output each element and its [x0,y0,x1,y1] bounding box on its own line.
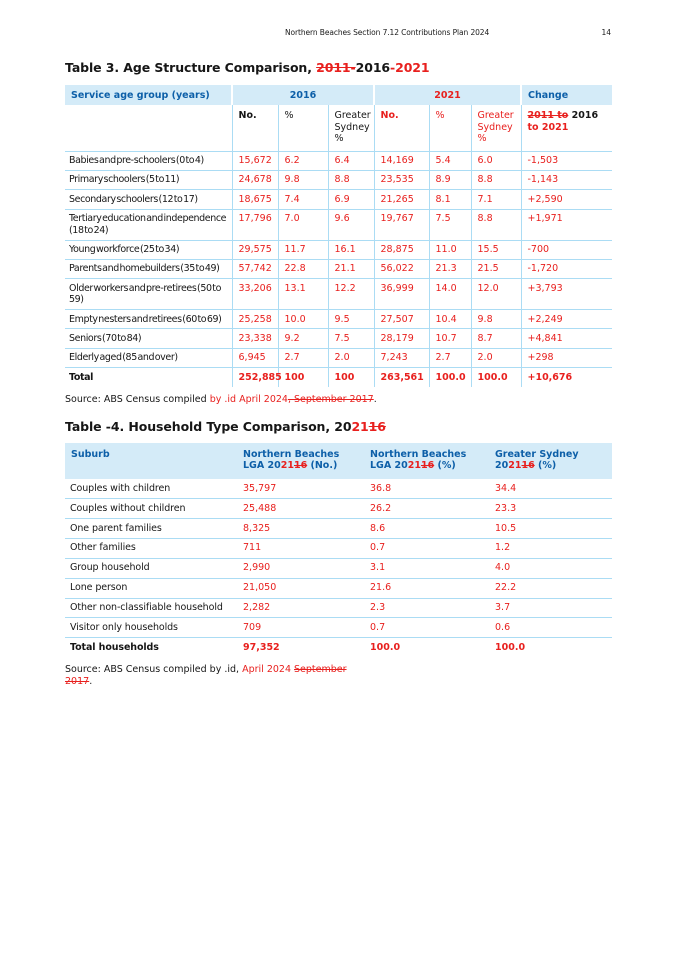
age-structure-table [65,85,612,387]
col-header-no-2021: No. [374,105,429,151]
table3-row [65,151,612,170]
header-line2: 20 [495,460,509,472]
row-value: 56,022 [374,259,429,278]
row-value: 97,352 [243,641,280,653]
row-value: 6,945 [232,348,278,367]
row-value: 28,179 [374,329,429,348]
row-label: Young workforce (25 to 34) [65,240,232,259]
row-value: 27,507 [374,310,429,329]
row-value: 15.5 [471,240,521,259]
row-value: 100.0 [471,368,521,387]
row-value: 21.1 [328,259,374,278]
row-label: Other families [65,538,237,558]
row-value: -1,720 [521,259,612,278]
col-header-service-age-group: Service age group (years) [65,85,232,105]
col-header-pct-2016: % [278,105,328,151]
row-label: Empty nesters and retirees (60 to 69) [65,310,232,329]
row-value: 23,338 [232,329,278,348]
row-value: 1.2 [489,538,612,558]
source-deleted-text: September 2017 [65,664,347,688]
row-value: 7.5 [429,209,471,240]
header-inserted-21: 21 [508,460,522,472]
source-text: Source: ABS Census compiled by .id, [65,664,243,676]
row-value: 26.2 [364,499,489,519]
row-value: 17,796 [232,209,278,240]
row-value: 6.2 [278,151,328,170]
header-struck-16: 16 [420,460,435,472]
row-label: Parents and homebuilders (35 to 49) [65,259,232,278]
col-header-change-period [521,105,612,151]
row-value: 23.3 [489,499,612,519]
row-value: 7.1 [471,190,521,209]
row-value: 35,797 [237,479,364,498]
table4-total-row [65,638,612,657]
col-header-no-2016: No. [232,105,278,151]
row-label: Total households [70,641,159,653]
page-number: 14 [601,28,611,37]
row-value: +1,971 [521,209,612,240]
row-value: 7.4 [278,190,328,209]
row-value: +4,841 [521,329,612,348]
row-value: 252,885 [232,368,278,387]
row-value: 9.2 [278,329,328,348]
row-value: 3.1 [364,558,489,578]
row-value: 36,999 [374,279,429,310]
table3-row [65,310,612,329]
table4-row [65,618,612,638]
table4-row [65,519,612,539]
row-value: 57,742 [232,259,278,278]
row-value: 100.0 [495,641,526,653]
table3-row [65,190,612,209]
table3-row [65,240,612,259]
change-header-struck-2011-to: 2011 to [527,110,569,122]
row-value: 11.0 [429,240,471,259]
source-text: Source: ABS Census compiled [65,393,210,405]
row-label: Visitor only households [65,618,237,638]
row-value: +3,793 [521,279,612,310]
source-period: . [373,393,377,405]
row-value: 25,258 [232,310,278,329]
row-value: 16.1 [328,240,374,259]
row-value: 24,678 [232,170,278,189]
row-value: 10.5 [489,519,612,539]
col-group-2021: 2021 [374,85,521,105]
col-header-greater-sydney-2021: Greater Sydney % [471,105,521,151]
col-group-change: Change [521,85,612,105]
change-header-2016: 2016 [568,110,599,122]
row-value: 8,325 [237,519,364,539]
row-label: Elderly aged (85 and over) [65,348,232,367]
row-value: 100 [278,368,328,387]
row-value: 711 [237,538,364,558]
table3-row [65,259,612,278]
row-value: 21.6 [364,578,489,598]
row-value: 2.0 [328,348,374,367]
table4-title-inserted-21: 21 [351,418,369,434]
row-value: 2.7 [278,348,328,367]
row-value: 33,206 [232,279,278,310]
row-value: 100.0 [429,368,471,387]
row-value: 0.7 [364,618,489,638]
row-value: 100.0 [370,641,401,653]
row-value: 36.8 [364,479,489,498]
row-value: 5.4 [429,151,471,170]
row-label: Group household [65,558,237,578]
row-value: 9.8 [471,310,521,329]
table4-title-prefix: Table -4. Household Type Comparison, 20 [65,418,352,434]
row-value: 13.1 [278,279,328,310]
header-inserted-21: 21 [407,460,421,472]
table3-total-row [65,368,612,387]
row-value: 0.6 [489,618,612,638]
row-label: Secondary schoolers (12 to 17) [65,190,232,209]
row-value: 8.8 [471,170,521,189]
row-value: 34.4 [489,479,612,498]
header-struck-16: 16 [293,460,308,472]
row-value: 2,282 [237,598,364,618]
table3-group-header-row [65,85,612,105]
row-label: Babies and pre-schoolers (0 to 4) [65,151,232,170]
table3-row [65,170,612,189]
row-value: 9.6 [328,209,374,240]
row-value: +2,590 [521,190,612,209]
table4-title-struck-16: 16 [368,418,386,434]
change-header-to-2021: to 2021 [527,121,569,133]
household-type-table [65,443,612,658]
row-value: 19,767 [374,209,429,240]
row-value: 3.7 [489,598,612,618]
header-unit: (%) [434,460,456,472]
table3-source-note [65,394,612,406]
row-value: 7,243 [374,348,429,367]
row-value: 8.8 [328,170,374,189]
row-label: Older workers and pre-retirees (50 to 59) [65,279,232,310]
row-value: 8.1 [429,190,471,209]
header-unit: (%) [534,460,557,472]
source-deleted-text: , September 2017 [287,393,374,405]
header-line1: Northern Beaches [370,448,467,460]
table3-row [65,209,612,240]
row-label: Couples with children [65,479,237,498]
running-header-title: Northern Beaches Section 7.12 Contributions Plan 2024 [285,28,490,37]
table4-row [65,479,612,498]
row-value: 8.7 [471,329,521,348]
row-value: 8.9 [429,170,471,189]
row-value: 14,169 [374,151,429,170]
row-value: 10.7 [429,329,471,348]
table3-title-prefix: Table 3. Age Structure Comparison, [65,60,317,75]
row-value: 12.2 [328,279,374,310]
row-value: 4.0 [489,558,612,578]
row-value: 100 [328,368,374,387]
table4-row [65,578,612,598]
header-line1: Greater Sydney [495,448,579,460]
col-group-2016: 2016 [232,85,374,105]
header-struck-16: 16 [521,460,535,472]
row-value: 2.3 [364,598,489,618]
row-value: 29,575 [232,240,278,259]
table4-row [65,598,612,618]
table3-title-2016: 2016 [355,60,391,75]
col-header-nb-lga-pct [364,443,489,480]
table4-source-note [65,664,370,688]
table3-row [65,329,612,348]
row-value: 21.3 [429,259,471,278]
header-line2: LGA 20 [370,460,408,472]
row-label: Seniors (70 to 84) [65,329,232,348]
row-value: -700 [521,240,612,259]
row-value: +2,249 [521,310,612,329]
row-value: 18,675 [232,190,278,209]
header-inserted-21: 21 [280,460,294,472]
header-line1: Northern Beaches [243,448,340,460]
row-value: 11.7 [278,240,328,259]
row-value: 21,265 [374,190,429,209]
row-value: 0.7 [364,538,489,558]
row-value: 15,672 [232,151,278,170]
row-value: 12.0 [471,279,521,310]
row-value: 2,990 [237,558,364,578]
row-label: Primary schoolers (5 to 11) [65,170,232,189]
row-label: Total [69,371,93,383]
header-unit: (No.) [307,460,338,472]
row-value: 6.0 [471,151,521,170]
col-header-nb-lga-no [237,443,364,480]
col-header-greater-sydney-pct [489,443,612,480]
row-value: 709 [237,618,364,638]
row-value: 7.5 [328,329,374,348]
row-value: 9.5 [328,310,374,329]
row-value: +10,676 [521,368,612,387]
row-label: Lone person [65,578,237,598]
row-label: Couples without children [65,499,237,519]
table3-title-struck-2011: 2011- [316,60,356,75]
row-label: Other non-classifiable household [65,598,237,618]
col-header-greater-sydney-2016: Greater Sydney % [328,105,374,151]
row-value: +298 [521,348,612,367]
row-value: 10.0 [278,310,328,329]
table3-subheader-row [65,105,612,151]
table3-title [65,60,612,75]
table4-row [65,499,612,519]
table4-row [65,558,612,578]
row-value: 21,050 [237,578,364,598]
row-label: Tertiary education and independence (18 to 24) [65,209,232,240]
row-value: -1,503 [521,151,612,170]
source-period: . [89,676,93,688]
table3-row [65,348,612,367]
table4-body [65,479,612,657]
col-header-pct-2021: % [429,105,471,151]
subheader-empty-cell [65,105,232,151]
row-value: 14.0 [429,279,471,310]
row-value: 7.0 [278,209,328,240]
header-line2: LGA 20 [243,460,281,472]
row-value: 9.8 [278,170,328,189]
row-value: 263,561 [374,368,429,387]
source-inserted-text: April 2024 [242,664,295,676]
row-value: 8.8 [471,209,521,240]
row-value: 10.4 [429,310,471,329]
row-value: 2.7 [429,348,471,367]
row-value: 8.6 [364,519,489,539]
table4-row [65,538,612,558]
table3-body [65,151,612,387]
table4-header-row [65,443,612,480]
col-header-suburb: Suburb [65,443,237,480]
row-label: One parent families [65,519,237,539]
row-value: 22.8 [278,259,328,278]
source-inserted-text: by .id April 2024 [209,393,288,405]
row-value: 22.2 [489,578,612,598]
row-value: -1,143 [521,170,612,189]
row-value: 23,535 [374,170,429,189]
row-value: 25,488 [237,499,364,519]
row-value: 6.9 [328,190,374,209]
table4-title [65,419,612,434]
row-value: 6.4 [328,151,374,170]
row-value: 28,875 [374,240,429,259]
row-value: 21.5 [471,259,521,278]
row-value: 2.0 [471,348,521,367]
table3-title-2021: -2021 [390,60,430,75]
table3-row [65,279,612,310]
